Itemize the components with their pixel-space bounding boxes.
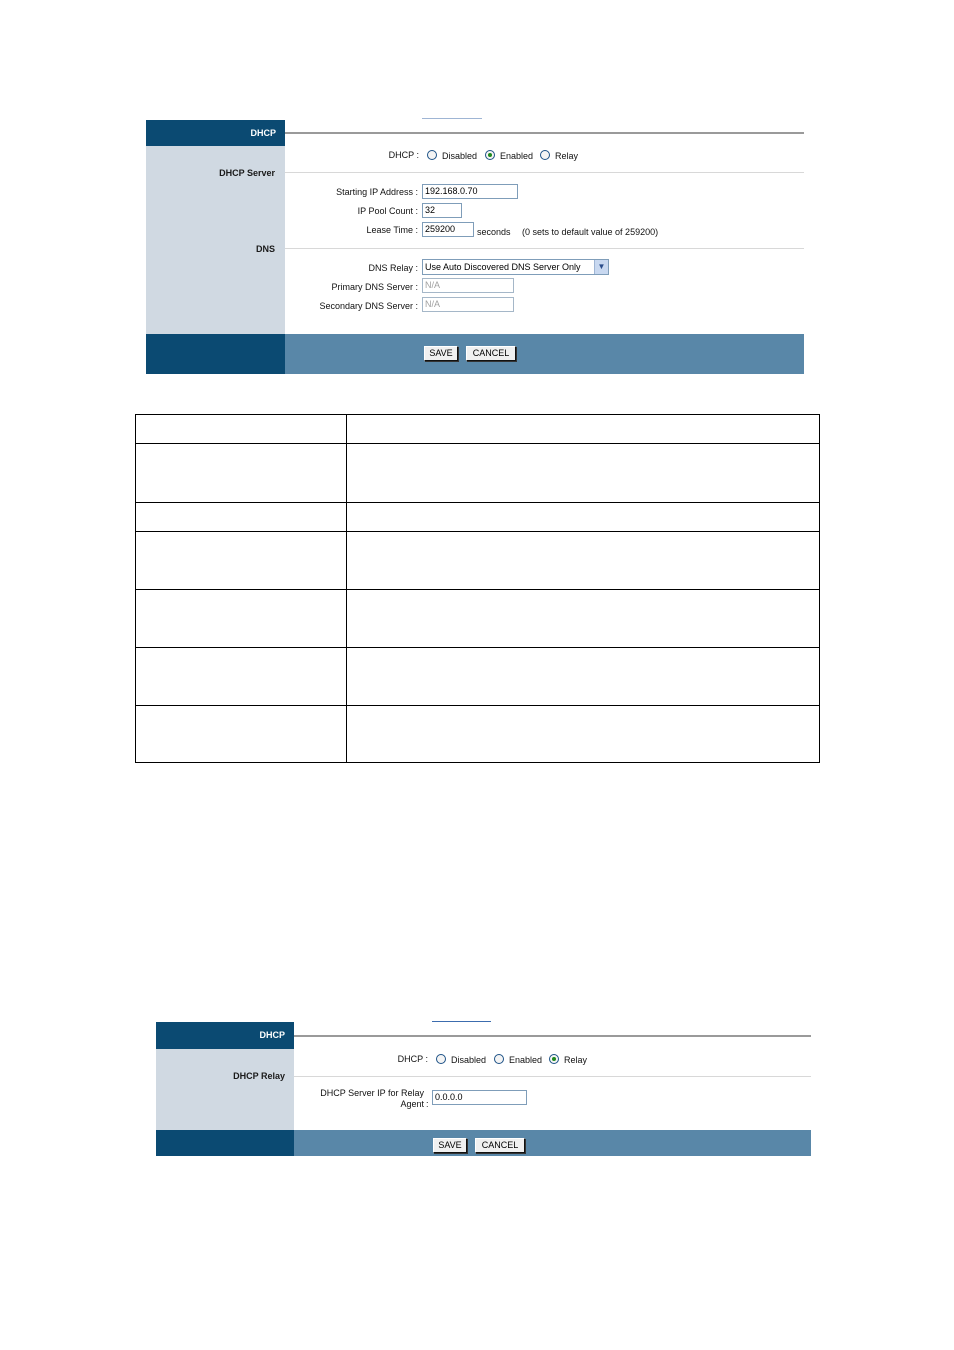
table-cell — [347, 444, 820, 503]
relay-ip-label-colon: : — [426, 1099, 429, 1109]
footer-left-bar — [146, 334, 285, 374]
footer-right-bar — [294, 1130, 811, 1156]
pool-count-input[interactable]: 32 — [422, 203, 462, 218]
table-cell — [347, 503, 820, 532]
secondary-dns-input[interactable]: N/A — [422, 297, 514, 312]
table-cell — [136, 706, 347, 763]
lease-units: seconds — [477, 227, 511, 237]
radio-disabled[interactable] — [427, 150, 437, 160]
section-label-dhcp-relay: DHCP Relay — [233, 1071, 285, 1081]
table-row — [136, 648, 820, 706]
lease-time-input[interactable]: 259200 — [422, 222, 474, 237]
table-cell — [136, 648, 347, 706]
lease-note: (0 sets to default value of 259200) — [522, 227, 659, 237]
dhcp-mode-label: DHCP : — [388, 150, 419, 160]
table-row — [136, 590, 820, 648]
save-button[interactable]: SAVE — [424, 346, 458, 361]
section-header-dhcp: DHCP — [146, 120, 285, 146]
pool-count-label: IP Pool Count : — [357, 206, 418, 216]
table-cell — [136, 503, 347, 532]
radio-enabled-label: Enabled — [509, 1055, 543, 1065]
description-table — [135, 414, 820, 763]
save-button[interactable]: SAVE — [433, 1138, 467, 1153]
radio-relay[interactable] — [549, 1054, 559, 1064]
table-cell — [136, 532, 347, 590]
dhcp-mode-label: DHCP : — [397, 1054, 428, 1064]
radio-enabled[interactable] — [485, 150, 495, 160]
secondary-dns-label: Secondary DNS Server : — [319, 301, 418, 311]
radio-relay-label: Relay — [564, 1055, 588, 1065]
table-cell — [347, 532, 820, 590]
radio-enabled[interactable] — [494, 1054, 504, 1064]
radio-disabled-label: Disabled — [451, 1055, 487, 1065]
table-row — [136, 503, 820, 532]
dhcp-server-panel — [146, 106, 804, 374]
header-rule — [294, 1035, 811, 1037]
sidebar — [146, 120, 285, 334]
table-row — [136, 415, 820, 444]
header-rule — [285, 132, 804, 134]
footer-left-bar — [156, 1130, 294, 1156]
top-link-underline — [432, 1021, 491, 1022]
table-row — [136, 706, 820, 763]
radio-enabled-label: Enabled — [500, 151, 534, 161]
divider-dhcp-server — [285, 172, 804, 173]
footer-right-bar — [285, 334, 804, 374]
cancel-button[interactable]: CANCEL — [475, 1138, 525, 1153]
dhcp-relay-panel — [156, 1010, 811, 1156]
table-cell — [136, 590, 347, 648]
section-header-dhcp: DHCP — [156, 1022, 294, 1049]
dns-relay-selected-value: Use Auto Discovered DNS Server Only — [425, 262, 581, 272]
starting-ip-label: Starting IP Address : — [336, 187, 418, 197]
table-cell — [347, 590, 820, 648]
table-cell — [347, 415, 820, 444]
table-cell — [136, 444, 347, 503]
radio-relay-label: Relay — [555, 151, 579, 161]
starting-ip-input[interactable]: 192.168.0.70 — [422, 184, 518, 199]
divider-dhcp-relay — [294, 1076, 811, 1077]
table-row — [136, 532, 820, 590]
divider-dns — [285, 248, 804, 249]
primary-dns-input[interactable]: N/A — [422, 278, 514, 293]
top-stub-underline — [422, 118, 482, 119]
chevron-down-icon[interactable]: ▼ — [594, 260, 608, 274]
relay-ip-input[interactable]: 0.0.0.0 — [432, 1090, 527, 1105]
dns-relay-select[interactable] — [422, 259, 609, 275]
dns-relay-label: DNS Relay : — [368, 263, 418, 273]
primary-dns-label: Primary DNS Server : — [331, 282, 418, 292]
relay-ip-label-line2: Agent — [400, 1099, 424, 1109]
radio-relay[interactable] — [540, 150, 550, 160]
table-cell — [136, 415, 347, 444]
table-cell — [347, 648, 820, 706]
section-label-dhcp-server: DHCP Server — [219, 168, 275, 178]
radio-disabled-label: Disabled — [442, 151, 478, 161]
radio-disabled[interactable] — [436, 1054, 446, 1064]
table-row — [136, 444, 820, 503]
relay-ip-label-line1: DHCP Server IP for Relay — [320, 1088, 424, 1098]
section-label-dns: DNS — [255, 244, 275, 254]
cancel-button[interactable]: CANCEL — [466, 346, 516, 361]
table-cell — [347, 706, 820, 763]
lease-time-label: Lease Time : — [366, 225, 418, 235]
